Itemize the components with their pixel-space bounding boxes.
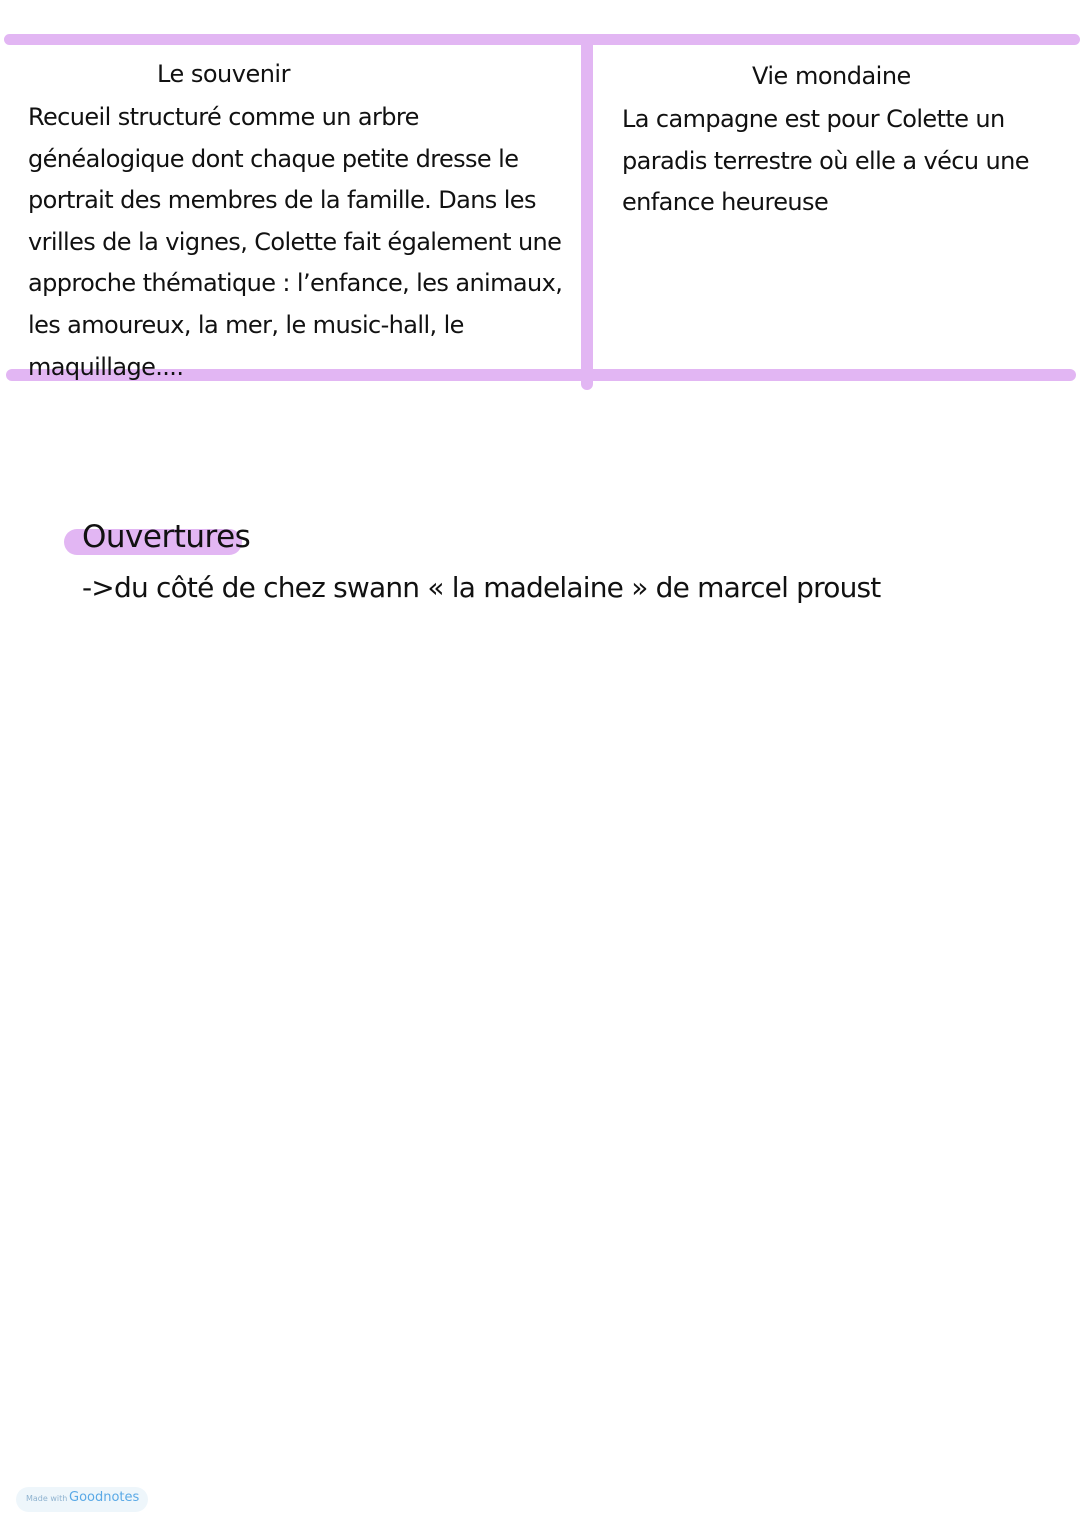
table-column-divider — [581, 34, 593, 390]
right-column-body: La campagne est pour Colette un paradis terrestre où elle a vécu une enfance heureuse — [622, 105, 1029, 217]
ouvertures-heading-text: Ouvertures — [82, 519, 251, 555]
table-top-rule — [4, 34, 1080, 45]
ouverture-item: ->du côté de chez swann « la madelaine » de marcel proust — [82, 571, 881, 604]
left-column-title: Le souvenir — [157, 60, 290, 88]
watermark-brand: Goodnotes — [69, 1490, 140, 1505]
ouvertures-heading — [64, 519, 251, 555]
right-column-title: Vie mondaine — [752, 62, 911, 90]
watermark-prefix: Made with — [26, 1494, 68, 1503]
left-column-body: Recueil structuré comme un arbre généalogique dont chaque petite dresse le portrait des membres de la famille. Dans les vrilles de la vignes, Colette fait également une approche thématique : l’enfance, les animaux, les amoureux, la mer, le music-hall, le maquillage.... — [28, 103, 563, 381]
goodnotes-watermark — [16, 1487, 148, 1512]
